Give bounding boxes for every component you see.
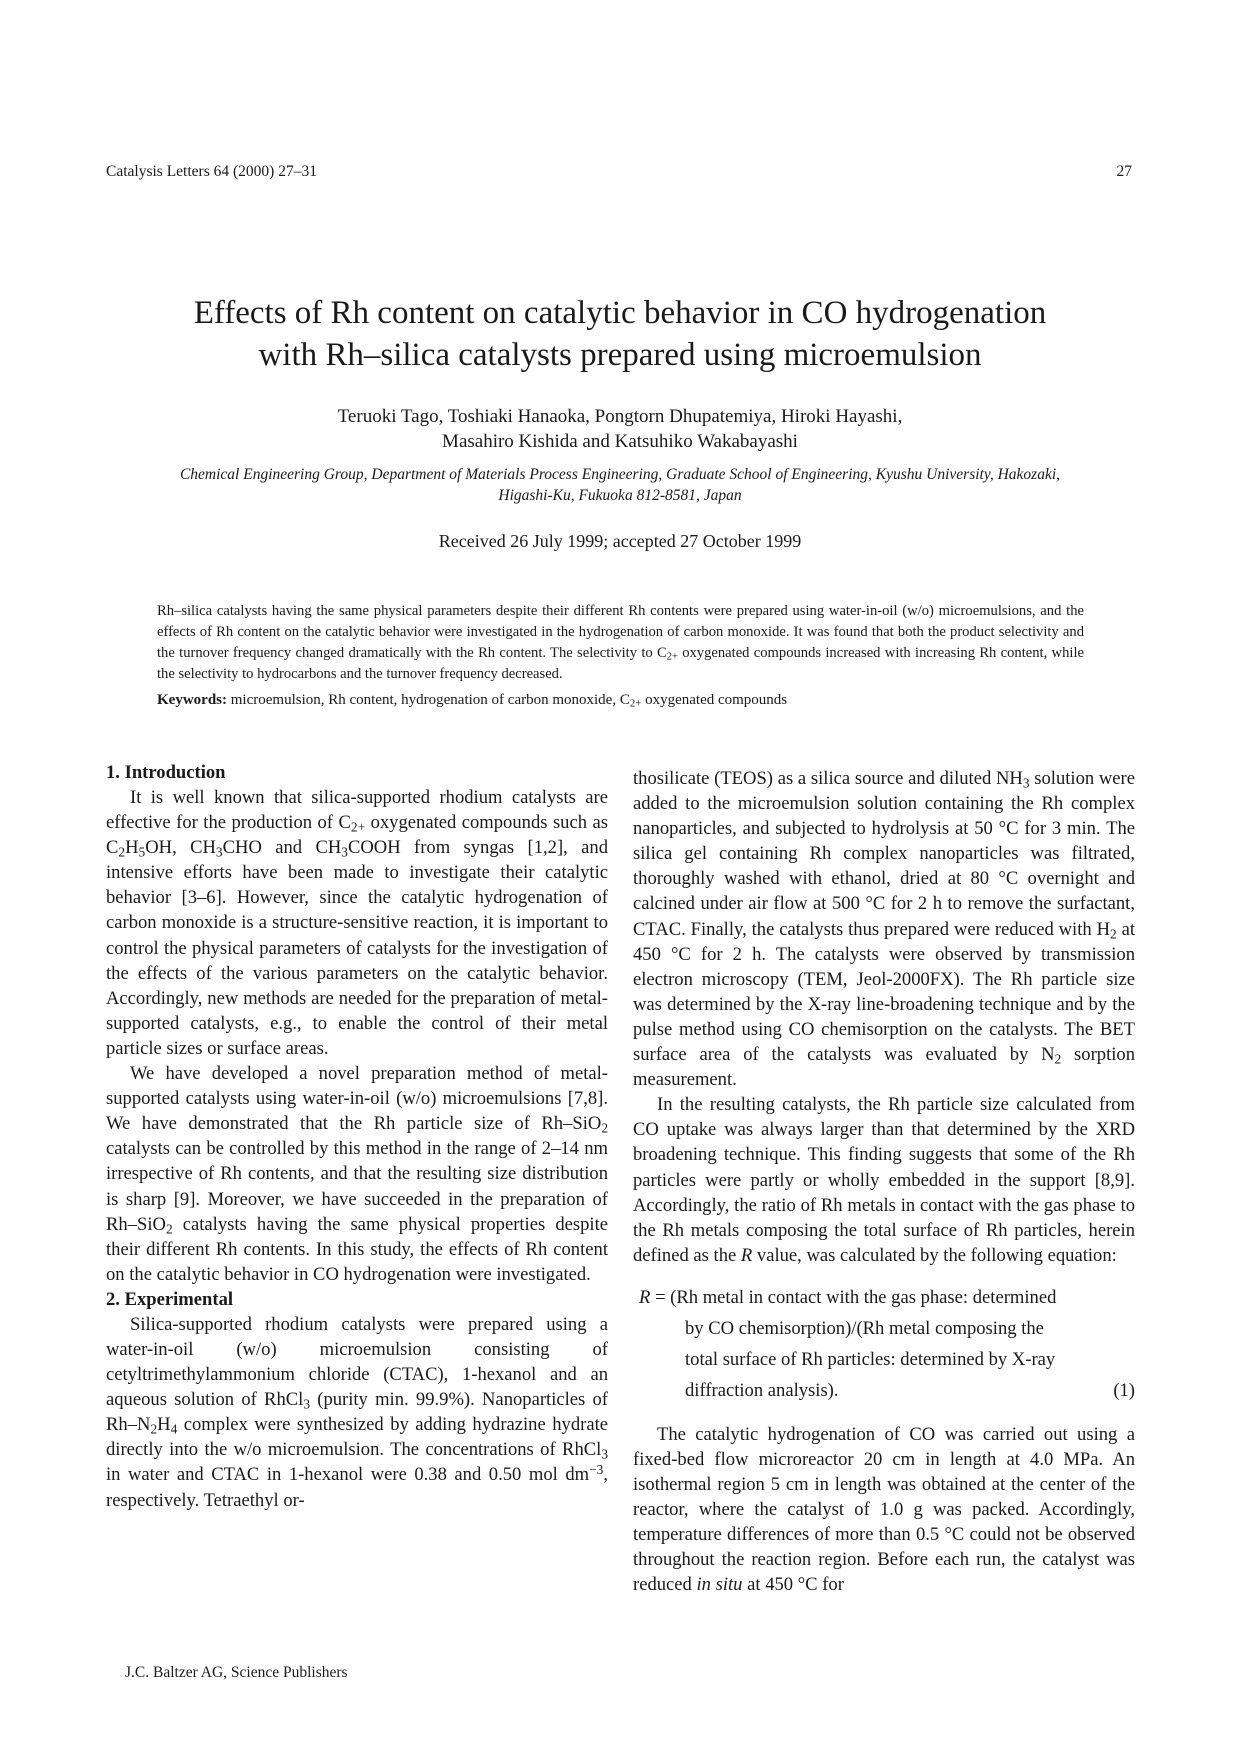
text: H <box>125 837 139 859</box>
journal-citation: Catalysis Letters 64 (2000) 27–31 <box>106 163 317 180</box>
text: in situ <box>696 1574 743 1596</box>
text: at 450 °C for 2 h. The catalysts were observed by transmission electron microscopy (TEM, Jeol-2000FX). The Rh particle size was determined by the X-ray line-broadening technique and by the pulse method using CO chemisorption on the catalysts. The BET surface area of the catalysts was evaluated by N <box>633 918 1135 1066</box>
keywords-text: oxygenated compounds <box>641 692 788 708</box>
text: in water and CTAC in 1-hexanol were 0.38 and 0.50 mol dm <box>106 1464 590 1486</box>
subscript: 2 <box>601 1120 608 1136</box>
paragraph <box>633 766 1135 1092</box>
text: catalysts can be controlled by this method in the range of 2–14 nm irrespective of Rh contents, and that the resulting size distribution is sharp [9]. Moreover, we have succeeded in the preparation of Rh–SiO <box>106 1138 608 1235</box>
equation-1 <box>639 1282 1135 1406</box>
text: In the resulting catalysts, the Rh particle size calculated from CO uptake was always larger than that determined by the XRD broadening technique. This finding suggests that some of the Rh particles were partly or wholly embedded in the support [8,9]. Accordingly, the ratio of Rh metals in contact with the gas phase to the Rh metals composing the total surface of Rh particles, herein defined as the <box>633 1094 1135 1266</box>
equation-line-3: total surface of Rh particles: determined by X-ray <box>685 1348 1056 1370</box>
text: at 450 °C for <box>742 1574 844 1596</box>
equation-line-2: by CO chemisorption)/(Rh metal composing the <box>685 1317 1044 1339</box>
text: OH, CH <box>145 837 216 859</box>
received-dates: Received 26 July 1999; accepted 27 October 1999 <box>438 531 802 551</box>
subscript: 3 <box>1022 775 1030 791</box>
paragraph <box>106 785 608 1061</box>
text: value, was calculated by the following equation: <box>752 1244 1117 1266</box>
abstract-text: oxygenated compounds increased with increasing Rh content, while the selectivity to hydrocarbons and the turnover frequency decreased. <box>157 645 1084 682</box>
equation-variable: R <box>639 1286 651 1308</box>
publisher-footer: J.C. Baltzer AG, Science Publishers <box>125 1664 348 1681</box>
text: solution were added to the microemulsion solution containing the Rh complex nanoparticles, and subjected to hydrolysis at 50 °C for 3 min. The silica gel containing Rh complex nanoparticles was filtrated, thoroughly washed with ethanol, dried at 80 °C overnight and calcined under air flow at 500 °C for 2 h to remove the surfactant, CTAC. Finally, the catalysts thus prepared were reduced with H <box>633 768 1136 940</box>
text: oxygenated compounds such as C <box>106 812 608 859</box>
subscript: 2 <box>1110 925 1117 941</box>
subscript: 2+ <box>350 819 366 835</box>
subscript: 2 <box>118 844 126 860</box>
text: thosilicate (TEOS) as a silica source and diluted NH <box>633 768 1023 789</box>
subscript: 4 <box>170 1421 178 1437</box>
title-line-1: Effects of Rh content on catalytic behavior in CO hydrogenation <box>193 295 1047 331</box>
affiliation-line-1: Chemical Engineering Group, Department of Materials Process Engineering, Graduate School of Engineering, Kyushu University, Hakozaki, <box>179 466 1061 483</box>
page-number: 27 <box>1116 163 1132 180</box>
text: (purity min. 99.9%). Nanoparticles of Rh–N <box>106 1389 608 1436</box>
keywords-text: microemulsion, Rh content, hydrogenation of carbon monoxide, C <box>227 692 630 708</box>
paragraph <box>106 1061 608 1287</box>
paragraph <box>633 1092 1135 1268</box>
subscript: 3 <box>215 844 223 860</box>
abstract <box>157 601 1084 685</box>
text: Silica-supported rhodium catalysts were prepared using a water-in-oil (w/o) microemulsion consisting of cetyltrimethylammonium chloride (CTAC), 1-hexanol and an aqueous solution of RhCl <box>106 1313 608 1411</box>
text: sorption measurement. <box>633 1044 1135 1091</box>
equation-line-1: (Rh metal in contact with the gas phase: determined <box>670 1286 1057 1308</box>
text: H <box>157 1414 171 1436</box>
affiliation-line-2: Higashi-Ku, Fukuoka 812-8581, Japan <box>498 487 742 504</box>
author-list <box>120 404 1120 454</box>
text: complex were synthesized by adding hydrazine hydrate directly into the w/o microemulsion. The concentrations of RhCl <box>106 1414 608 1461</box>
authors-line-1: Teruoki Tago, Toshiaki Hanaoka, Pongtorn Dhupatemiya, Hiroki Hayashi, <box>337 406 903 427</box>
title-line-2: with Rh–silica catalysts prepared using microemulsion <box>258 337 982 373</box>
equation-number: (1) <box>1113 1379 1135 1401</box>
subscript: 5 <box>138 844 146 860</box>
superscript: −3 <box>589 1462 604 1478</box>
paragraph <box>633 1422 1135 1598</box>
right-column <box>633 766 1135 1598</box>
keywords <box>157 692 1084 709</box>
subscript: 3 <box>341 844 348 860</box>
subscript: 2+ <box>666 651 678 663</box>
abstract-text: Rh–silica catalysts having the same physical parameters despite their different Rh contents were prepared using water-in-oil (w/o) microemulsions, and the effects of Rh content on the catalytic behavior were investigated in the hydrogenation of carbon monoxide. It was found that both the product selectivity and the turnover frequency changed dramatically with the Rh content. The selectivity to C <box>157 603 1084 661</box>
subscript: 3 <box>601 1446 608 1462</box>
keywords-label: Keywords: <box>157 692 227 708</box>
affiliation <box>110 464 1130 506</box>
equation-line-4: diffraction analysis). <box>685 1379 839 1401</box>
subscript: 2+ <box>629 697 642 710</box>
paper-title <box>120 292 1120 376</box>
text: catalysts having the same physical properties despite their different Rh contents. In this study, the effects of Rh content on the catalytic behavior in CO hydrogenation were investigated. <box>106 1213 608 1285</box>
text: , respectively. Tetraethyl or- <box>106 1464 608 1511</box>
paragraph <box>106 1312 608 1513</box>
text: R <box>740 1244 753 1266</box>
text: CHO and CH <box>222 837 342 859</box>
subscript: 2 <box>150 1421 158 1437</box>
text: COOH from syngas [1,2], and intensive efforts have been made to investigate their catalytic behavior [3–6]. However, since the catalytic hydrogenation of carbon monoxide is a structure-sensitive reaction, it is important to control the physical parameters of catalysts for the investigation of the effects of the various parameters on the catalytic behavior. Accordingly, new methods are needed for the preparation of metal-supported catalysts, e.g., to enable the control of their metal particle sizes or surface areas. <box>106 837 608 1059</box>
text: We have developed a novel preparation method of metal-supported catalysts using water-in-oil (w/o) microemulsions [7,8]. We have demonstrated that the Rh particle size of Rh–SiO <box>106 1063 608 1135</box>
subscript: 3 <box>303 1396 311 1412</box>
equation-equals: = <box>650 1286 671 1308</box>
subscript: 2 <box>1054 1051 1062 1067</box>
section-heading-experimental: 2. Experimental <box>106 1288 234 1310</box>
text: It is well known that silica-supported rhodium catalysts are effective for the production of C <box>106 787 608 834</box>
text: The catalytic hydrogenation of CO was carried out using a fixed-bed flow microreactor 20 cm in length at 4.0 MPa. An isothermal region 5 cm in length was obtained at the center of the reactor, where the catalyst of 1.0 g was packed. Accordingly, temperature differences of more than 0.5 °C could not be observed throughout the reaction region. Before each run, the catalyst was reduced <box>633 1423 1135 1596</box>
subscript: 2 <box>165 1220 173 1236</box>
left-column <box>106 760 608 1513</box>
authors-line-2: Masahiro Kishida and Katsuhiko Wakabayashi <box>442 431 798 452</box>
section-heading-introduction: 1. Introduction <box>106 762 226 783</box>
